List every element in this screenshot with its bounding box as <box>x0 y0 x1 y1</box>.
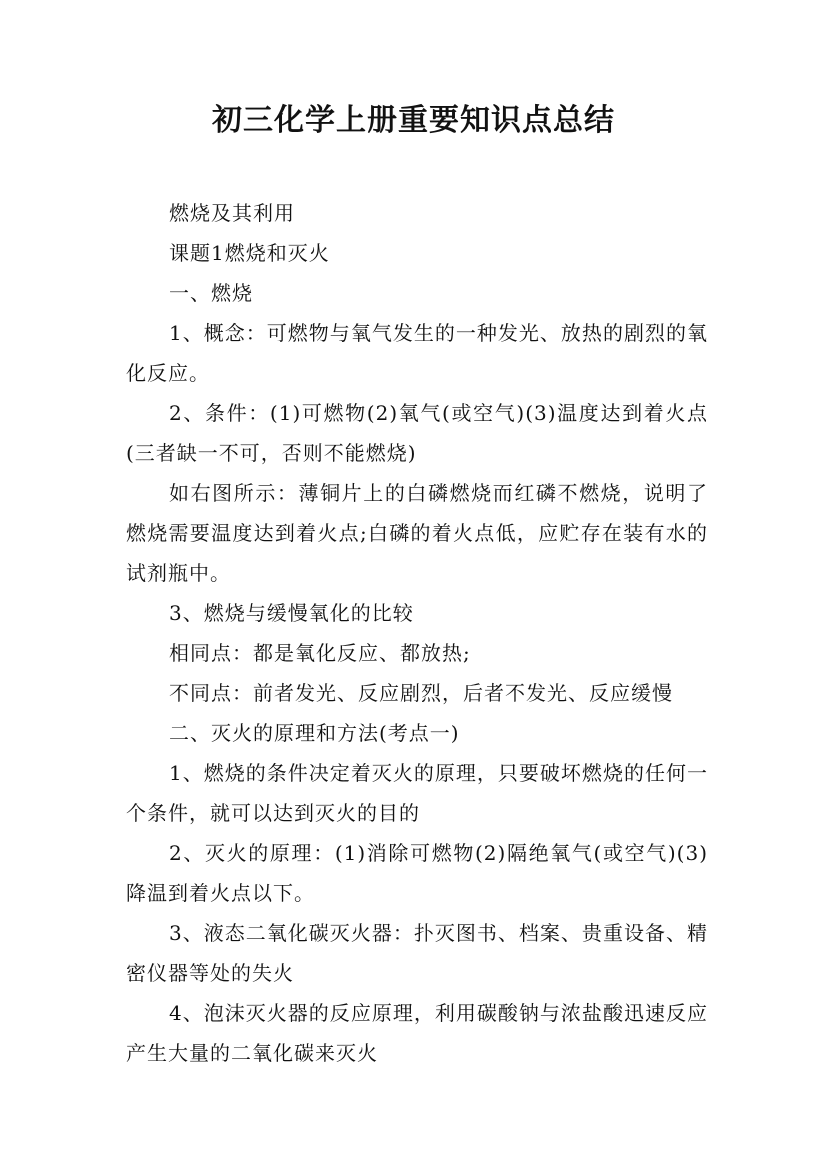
paragraph: 2、条件：(1)可燃物(2)氧气(或空气)(3)温度达到着火点(三者缺一不可，否则不能燃烧) <box>126 401 708 465</box>
document-body <box>126 193 708 1073</box>
paragraph: 不同点：前者发光、反应剧烈，后者不发光、反应缓慢 <box>169 681 673 705</box>
paragraph: 燃烧及其利用 <box>169 201 295 225</box>
paragraph: 1、燃烧的条件决定着灭火的原理，只要破坏燃烧的任何一个条件，就可以达到灭火的目的 <box>126 761 708 825</box>
paragraph: 相同点：都是氧化反应、都放热; <box>169 641 471 665</box>
paragraph: 3、燃烧与缓慢氧化的比较 <box>169 601 414 625</box>
paragraph: 2、灭火的原理：(1)消除可燃物(2)隔绝氧气(或空气)(3)降温到着火点以下。 <box>126 841 708 905</box>
paragraph: 4、泡沫灭火器的反应原理，利用碳酸钠与浓盐酸迅速反应产生大量的二氧化碳来灭火 <box>126 1001 708 1065</box>
paragraph: 3、液态二氧化碳灭火器：扑灭图书、档案、贵重设备、精密仪器等处的失火 <box>126 921 708 985</box>
paragraph: 二、灭火的原理和方法(考点一) <box>169 721 460 745</box>
paragraph: 1、概念：可燃物与氧气发生的一种发光、放热的剧烈的氧化反应。 <box>126 321 708 385</box>
document-title: 初三化学上册重要知识点总结 <box>212 103 615 138</box>
paragraph: 课题1燃烧和灭火 <box>169 241 330 265</box>
paragraph: 如右图所示：薄铜片上的白磷燃烧而红磷不燃烧，说明了燃烧需要温度达到着火点;白磷的着火点低，应贮存在装有水的试剂瓶中。 <box>126 481 708 585</box>
paragraph: 一、燃烧 <box>169 281 253 305</box>
